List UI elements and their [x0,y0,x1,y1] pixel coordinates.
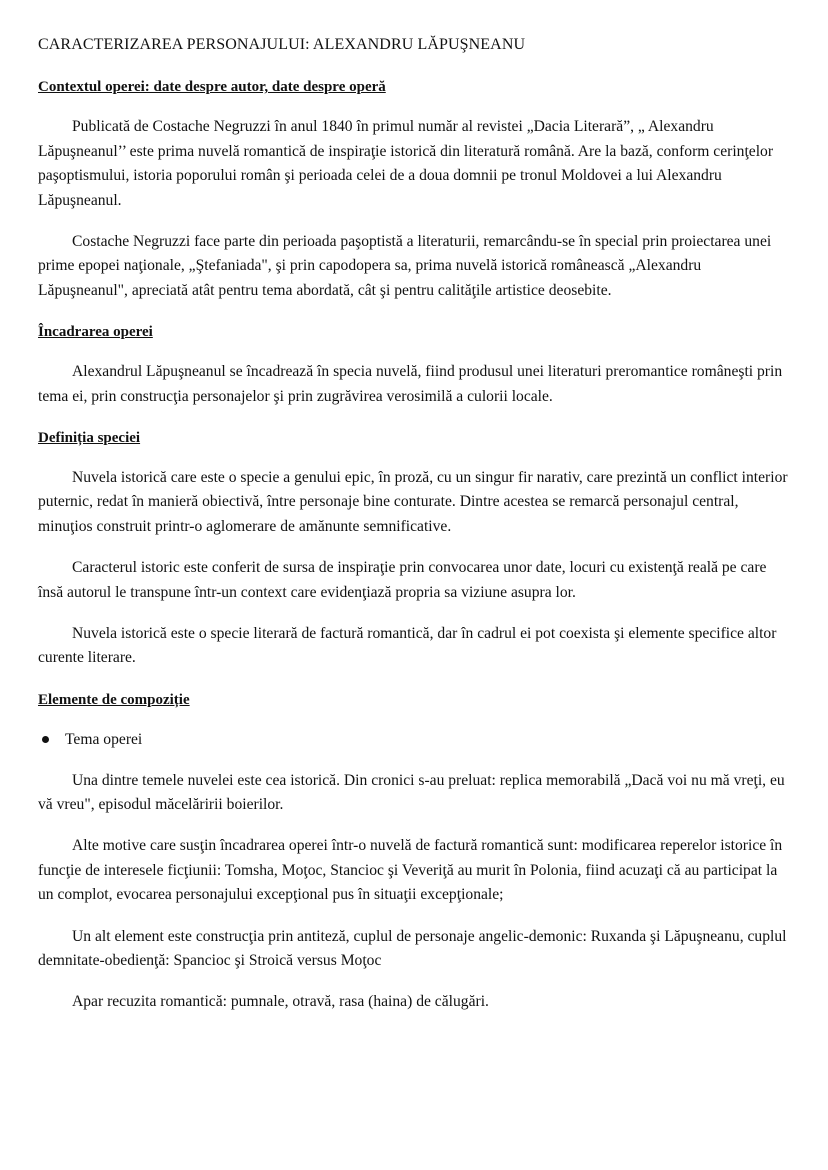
bullet-label: Tema operei [65,730,143,748]
document-page [38,33,790,1031]
paragraph: Publicată de Costache Negruzzi în anul 1840 în primul număr al revistei „Dacia Literară”, „ Alexandru Lăpuşneanul’’ este prima nuvelă romantică de inspiraţie istorică din literatură română. Are la bază, conform cerinţelor paşoptismului, istoria poporului român şi perioada celei de a doua domnii pe tronul Moldovei a lui Alexandru Lăpuşneanul. [38,118,774,209]
section-heading-context: Contextul operei: date despre autor, date despre operă [38,79,386,95]
paragraph: Costache Negruzzi face parte din perioada paşoptistă a literaturii, remarcându-se în special prin proiectarea unei prime epopei naţionale, „Ştefaniada", şi prin capodopera sa, prima nuvelă istorică românească „Alexandru Lăpuşneanul", apreciată atât pentru tema abordată, cât şi pentru calităţile artistice deosebite. [38,232,772,300]
paragraph: Nuvela istorică care este o specie a genului epic, în proză, cu un singur fir narativ, care prezintă un conflict interior puternic, redat în manieră obiectivă, între personaje bine conturate. Dintre acestea se remarcă personajul central, minuţios construit printr-o aglomerare de amănunte semnificative. [38,468,788,536]
paragraph: Alexandrul Lăpuşneanul se încadrează în specia nuvelă, fiind produsul unei literaturi preromantice româneşti prin tema ei, prin construcţia personajelor şi prin zugrăvirea verosimilă a culorii locale. [38,363,783,405]
bullet-item [38,728,790,753]
paragraph: Un alt element este construcţia prin antiteză, cuplul de personaje angelic-demonic: Ruxanda şi Lăpuşneanu, cuplul demnitate-obedienţă: Spancioc şi Stroică versus Moţoc [38,927,787,970]
paragraph: Alte motive care susţin încadrarea operei într-o nuvelă de factură romantică sunt: modificarea reperelor istorice în funcţie de interesele ficţiunii: Tomsha, Moţoc, Stancioc şi Veveriţă au murit în Polonia, fiind acuzaţi că au participat la un complot, evocarea personajului excepţional pus în situaţii excepţionale; [38,837,783,904]
paragraph: Nuvela istorică este o specie literară de factură romantică, dar în cadrul ei pot coexista şi elemente specifice altor curente literare. [38,624,777,667]
paragraph: Apar recuzita romantică: pumnale, otravă, rasa (haina) de călugări. [72,993,489,1011]
document-title: CARACTERIZAREA PERSONAJULUI: ALEXANDRU LĂPUŞNEANU [38,36,526,53]
paragraph: Caracterul istoric este conferit de sursa de inspiraţie prin convocarea unor date, locuri cu existenţă reală pe care însă autorul le transpune într-un context care evidenţiază propria sa viziune asupra lor. [38,559,767,601]
paragraph: Una dintre temele nuvelei este cea istorică. Din cronici s-au preluat: replica memorabilă „Dacă voi nu mă vreţi, eu vă vreu", episodul măcelăririi boierilor. [38,771,785,814]
section-heading-incadrare: Încadrarea operei [38,324,153,341]
bullet-icon [42,736,49,743]
section-heading-definitie: Definiția speciei [38,429,141,446]
section-heading-compozitie: Elemente de compoziție [38,691,190,708]
